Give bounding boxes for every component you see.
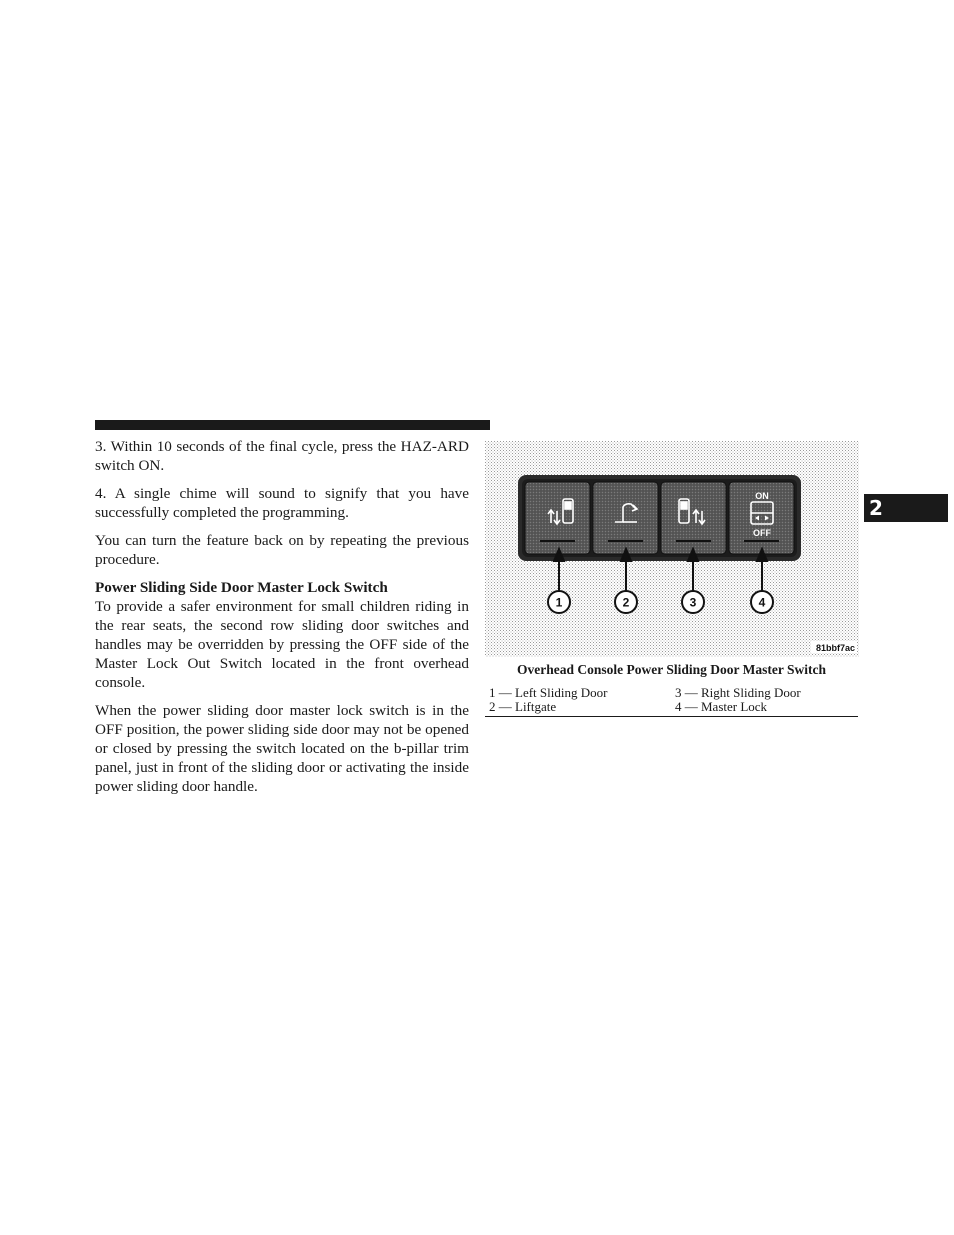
section-heading: Power Sliding Side Door Master Lock Switch — [95, 579, 388, 596]
section-rule — [95, 420, 490, 430]
chapter-tab: 2 — [864, 494, 948, 522]
paragraph-safety: To provide a safer environment for small children riding in the rear seats, the second row sliding door switches and handles may be overridden by pressing the OFF side of the Master Lock Out Switch located in the front overhead console. — [95, 598, 469, 691]
switch-figure — [485, 441, 859, 657]
legend-item-4: 4 — Master Lock — [675, 699, 768, 714]
switch-on-label: ON — [755, 491, 769, 501]
switch-illustration — [485, 441, 859, 657]
step-3-text: 3. Within 10 seconds of the final cycle, press the HAZ-ARD switch ON. — [95, 438, 469, 474]
legend-item-3: 3 — Right Sliding Door — [675, 685, 801, 700]
legend-rule — [485, 716, 858, 717]
legend-item-2: 2 — Liftgate — [489, 699, 557, 714]
step-4-text: 4. A single chime will sound to signify that you have successfully completed the programming. — [95, 485, 469, 521]
repeat-text: You can turn the feature back on by repeating the previous procedure. — [95, 532, 469, 568]
callout-number-1: 1 — [555, 595, 563, 610]
image-code: 81bbf7ac — [815, 643, 855, 653]
callout-number-3: 3 — [689, 595, 697, 610]
switch-off-label: OFF — [753, 528, 771, 538]
paragraph-master-lock: When the power sliding door master lock switch is in the OFF position, the power sliding side door may not be opened or closed by pressing the switch located on the b-pillar trim panel, just in front of the sliding door or activating the inside power sliding door handle. — [95, 702, 469, 795]
callout-number-2: 2 — [622, 595, 630, 610]
figure-caption: Overhead Console Power Sliding Door Master Switch — [517, 662, 826, 677]
right-sliding-door-button — [661, 482, 726, 554]
body-text — [95, 437, 469, 805]
callout-number-4: 4 — [758, 595, 766, 610]
liftgate-button — [593, 482, 658, 554]
legend-item-1: 1 — Left Sliding Door — [489, 685, 608, 700]
